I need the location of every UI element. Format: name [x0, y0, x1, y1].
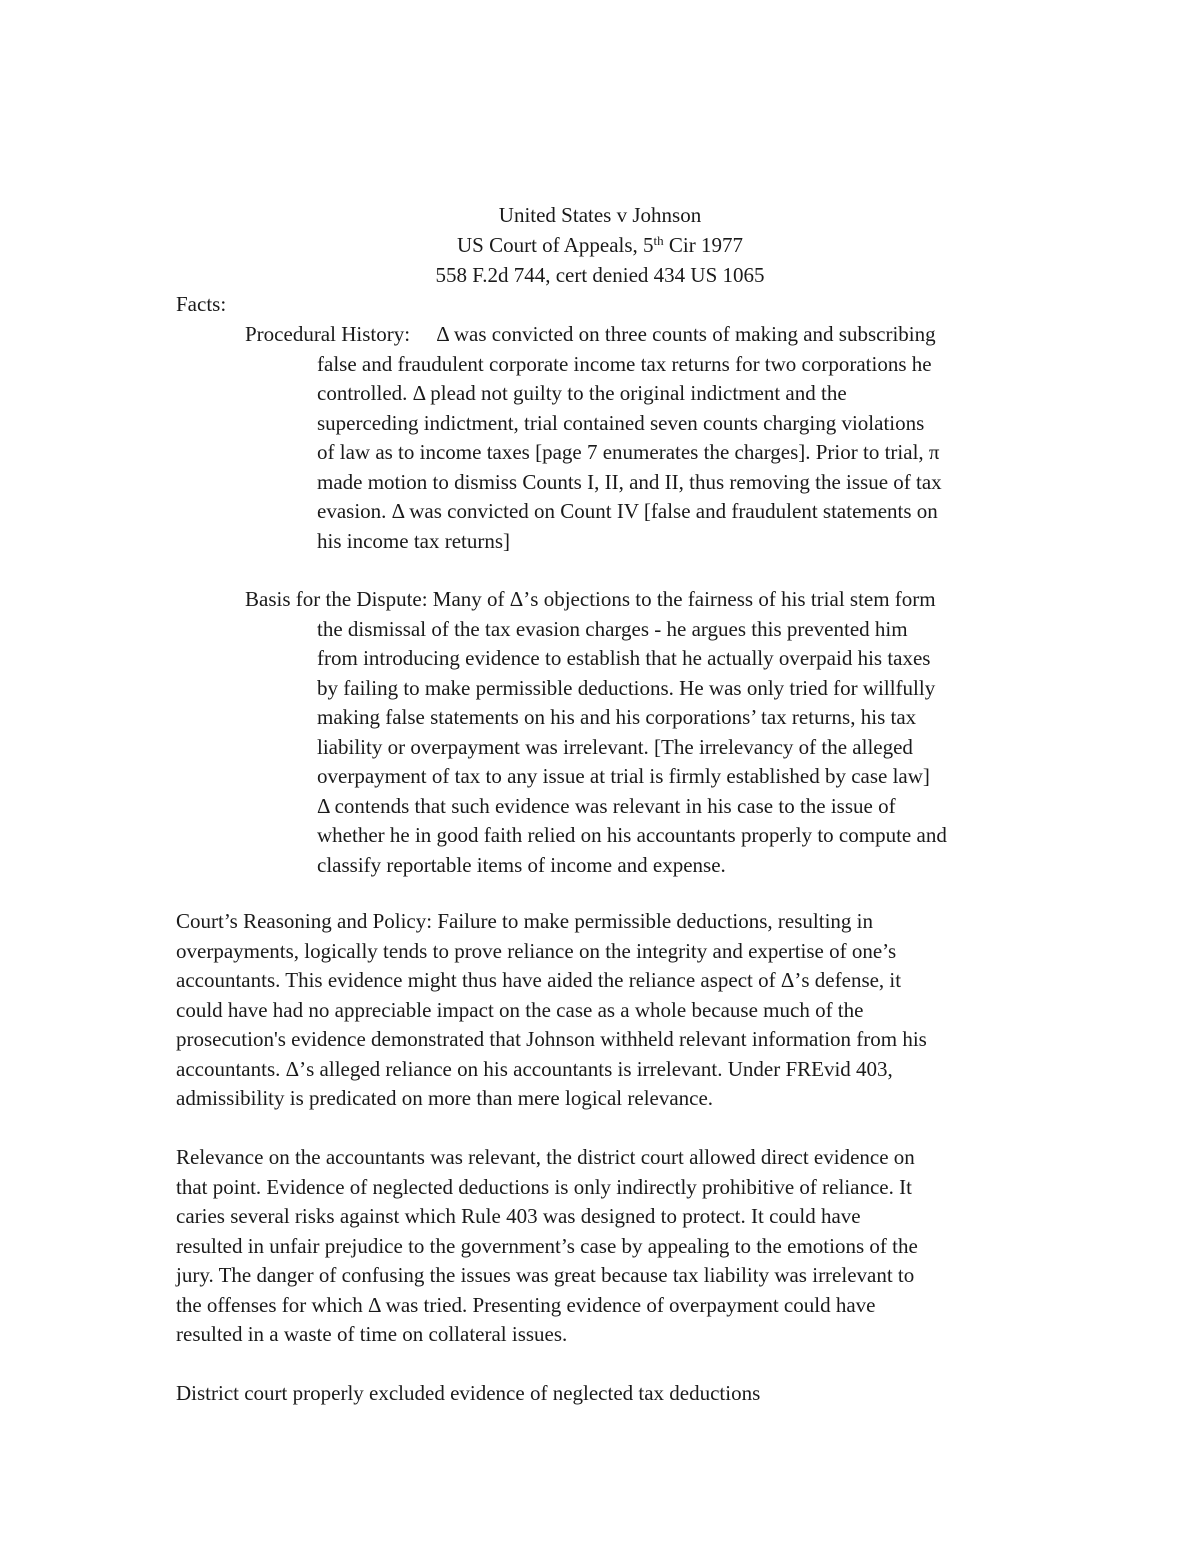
procedural-history-line: evasion. Δ was convicted on Count IV [false and fraudulent statements on	[317, 499, 938, 523]
procedural-history-line: superceding indictment, trial contained seven counts charging violations	[317, 410, 925, 435]
basis-for-dispute-section	[245, 585, 1035, 880]
basis-line: by failing to make permissible deductions. He was only tried for willfully	[317, 675, 936, 700]
procedural-history-section	[245, 320, 1035, 556]
reasoning-line: prosecution's evidence demonstrated that Johnson withheld relevant information from his	[176, 1027, 927, 1051]
relevance-line: that point. Evidence of neglected deductions is only indirectly prohibitive of reliance. It	[176, 1174, 912, 1199]
procedural-history-line: Procedural History: Δ was convicted on three counts of making and subscribing	[245, 322, 936, 346]
court-line	[0, 230, 1200, 260]
relevance-line: Relevance on the accountants was relevant, the district court allowed direct evidence on	[176, 1145, 915, 1169]
court-prefix: US Court of Appeals, 5	[456, 233, 654, 257]
conclusion-paragraph: District court properly excluded evidence of neglected tax deductions	[176, 1381, 761, 1405]
relevance-line: jury. The danger of confusing the issues was great because tax liability was irrelevant to	[176, 1263, 915, 1287]
procedural-history-line: of law as to income taxes [page 7 enumerates the charges]. Prior to trial, π	[317, 440, 940, 464]
basis-line: the dismissal of the tax evasion charges - he argues this prevented him	[317, 616, 908, 641]
reasoning-line: overpayments, logically tends to prove reliance on the integrity and expertise of one’s	[176, 938, 897, 963]
relevance-line: resulted in unfair prejudice to the government’s case by appealing to the emotions of the	[176, 1233, 918, 1258]
basis-line: classify reportable items of income and expense.	[317, 852, 726, 877]
case-citation: 558 F.2d 744, cert denied 434 US 1065	[435, 263, 765, 287]
procedural-history-line: his income tax returns]	[317, 528, 511, 553]
basis-line: Basis for the Dispute: Many of Δ’s objections to the fairness of his trial stem form	[245, 587, 936, 611]
reasoning-line: accountants. Δ’s alleged reliance on his accountants is irrelevant. Under FREvid 403,	[176, 1056, 893, 1081]
courts-reasoning-paragraph	[176, 907, 1036, 1114]
reasoning-line: could have had no appreciable impact on the case as a whole because much of the	[176, 997, 864, 1022]
basis-line: whether he in good faith relied on his accountants properly to compute and	[317, 823, 947, 847]
procedural-history-line: false and fraudulent corporate income tax returns for two corporations he	[317, 351, 932, 376]
facts-label: Facts:	[176, 292, 227, 316]
procedural-history-line: made motion to dismiss Counts I, II, and II, thus removing the issue of tax	[317, 469, 942, 494]
basis-line: Δ contends that such evidence was relevant in his case to the issue of	[317, 793, 896, 818]
relevance-paragraph	[176, 1143, 1036, 1350]
basis-line: overpayment of tax to any issue at trial is firmly established by case law]	[317, 764, 930, 788]
basis-line: making false statements on his and his corporations’ tax returns, his tax	[317, 705, 917, 729]
case-name: United States v Johnson	[498, 203, 702, 227]
relevance-line: resulted in a waste of time on collateral issues.	[176, 1322, 568, 1346]
case-header	[0, 200, 1200, 290]
basis-line: from introducing evidence to establish that he actually overpaid his taxes	[317, 646, 931, 670]
relevance-line: caries several risks against which Rule 403 was designed to protect. It could have	[176, 1204, 861, 1228]
court-suffix: Cir 1977	[663, 233, 744, 257]
basis-line: liability or overpayment was irrelevant. [The irrelevancy of the alleged	[317, 734, 913, 759]
reasoning-line: Court’s Reasoning and Policy: Failure to make permissible deductions, resulting in	[176, 909, 873, 933]
reasoning-line: accountants. This evidence might thus have aided the reliance aspect of Δ’s defense, it	[176, 968, 902, 992]
procedural-history-line: controlled. Δ plead not guilty to the original indictment and the	[317, 381, 847, 405]
reasoning-line: admissibility is predicated on more than mere logical relevance.	[176, 1086, 714, 1110]
relevance-line: the offenses for which Δ was tried. Presenting evidence of overpayment could have	[176, 1292, 876, 1317]
court-ordinal: th	[653, 233, 664, 248]
